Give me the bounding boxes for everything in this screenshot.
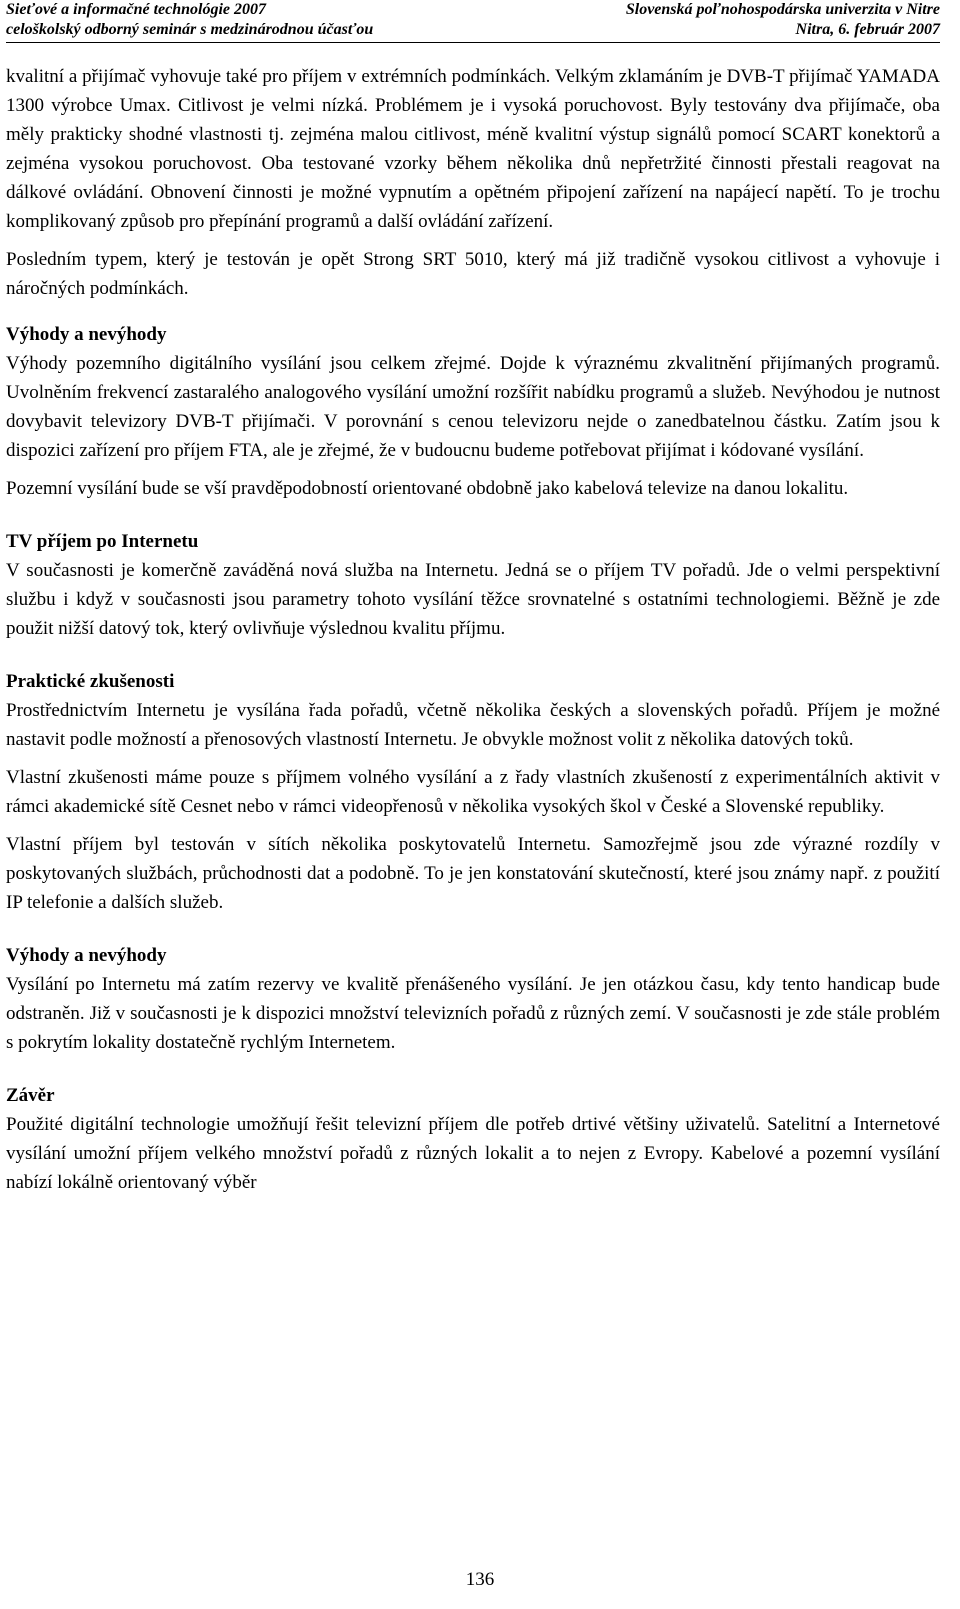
section-heading: TV příjem po Internetu xyxy=(6,531,199,552)
paragraph: V současnosti je komerčně zaváděná nová služba na Internetu. Jedná se o příjem TV pořadů. Jde o velmi perspektivní službu i když v současnosti jsou parametry tohoto vysílání těžce srovnatelné s ostatními technologiemi. Běžně je zde použit nižší datový tok, který ovlivňuje výslednou kvalitu příjmu. xyxy=(6,560,940,639)
header-row-2 xyxy=(6,20,940,40)
header-event-title: Sieťové a informačné technológie 2007 xyxy=(6,1,267,18)
paragraph: Použité digitální technologie umožňují řešit televizní příjem dle potřeb drtivé většiny uživatelů. Satelitní a Internetové vysílání umožní příjem velkého množství pořadů z různých lokalit a to nejen z Evropy. Kabelové a pozemní vysílání nabízí lokálně orientovaný výběr xyxy=(6,1114,940,1193)
header-university: Slovenská poľnohospodárska univerzita v Nitre xyxy=(625,1,940,18)
page-number: 136 xyxy=(465,1569,495,1590)
section-heading: Praktické zkušenosti xyxy=(6,671,175,692)
page-footer xyxy=(0,1568,960,1592)
header-event-subtitle: celoškolský odborný seminár s medzinárodnou účasťou xyxy=(6,21,374,38)
paragraph: Výhody pozemního digitálního vysílání jsou celkem zřejmé. Dojde k výraznému zkvalitnění přijímaných programů. Uvolněním frekvencí zastaralého analogového vysílání umožní rozšířit nabídku programů a služeb. Nevýhodou je nutnost dovybavit televizory DVB-T přijímači. V porovnání s cenou televizoru nejde o zanedbatelnou částku. Zatím jsou k dispozici zařízení pro příjem FTA, ale je zřejmé, že v budoucnu budeme potřebovat přijímat i kódované vysílání. xyxy=(6,353,940,461)
body-text xyxy=(6,62,940,1206)
section-heading: Výhody a nevýhody xyxy=(6,945,167,966)
header-row-1 xyxy=(6,0,940,20)
running-header xyxy=(6,0,940,43)
paragraph: Prostřednictvím Internetu je vysílána řada pořadů, včetně několika českých a slovenských pořadů. Příjem je možné nastavit podle možností a přenosových vlastností Internetu. Je obvykle možnost volit z několika datových toků. xyxy=(6,700,940,750)
paragraph: Vlastní příjem byl testován v sítích několika poskytovatelů Internetu. Samozřejmě jsou zde výrazné rozdíly v poskytovaných službách, průchodnosti dat a podobně. To je jen konstatování skutečností, které jsou známy např. z použití IP telefonie a dalších služeb. xyxy=(6,834,940,913)
section-heading: Závěr xyxy=(6,1085,55,1106)
paragraph: Vlastní zkušenosti máme pouze s příjmem volného vysílání a z řady vlastních zkušeností z experimentálních aktivit v rámci akademické sítě Cesnet nebo v rámci videopřenosů v několika vysokých škol v České a Slovenské republiky. xyxy=(6,767,940,817)
paragraph: Posledním typem, který je testován je opět Strong SRT 5010, který má již tradičně vysokou citlivost a vyhovuje i náročných podmínkách. xyxy=(6,249,940,299)
section-heading: Výhody a nevýhody xyxy=(6,324,167,345)
paragraph: kvalitní a přijímač vyhovuje také pro příjem v extrémních podmínkách. Velkým zklamáním je DVB-T přijímač YAMADA 1300 výrobce Umax. Citlivost je velmi nízká. Problémem je i vysoká poruchovost. Byly testovány dva přijímače, oba měly prakticky shodné vlastnosti tj. zejména malou citlivost, méně kvalitní výstup signálů pomocí SCART konektorů a zejména vysokou poruchovost. Oba testované vzorky během několika dnů nepřetržité činnosti přestali reagovat na dálkové ovládání. Obnovení činnosti je možné vypnutím a opětném připojení zařízení na napájecí napětí. To je trochu komplikovaný způsob pro přepínání programů a další ovládání zařízení. xyxy=(6,66,940,232)
header-place-date: Nitra, 6. február 2007 xyxy=(795,21,940,38)
paragraph: Pozemní vysílání bude se vší pravděpodobností orientované obdobně jako kabelová televize na danou lokalitu. xyxy=(6,478,849,499)
paragraph: Vysílání po Internetu má zatím rezervy ve kvalitě přenášeného vysílání. Je jen otázkou času, kdy tento handicap bude odstraněn. Již v současnosti je k dispozici množství televizních pořadů z různých zemí. V současnosti je zde stále problém s pokrytím lokality dostatečně rychlým Internetem. xyxy=(6,974,940,1053)
